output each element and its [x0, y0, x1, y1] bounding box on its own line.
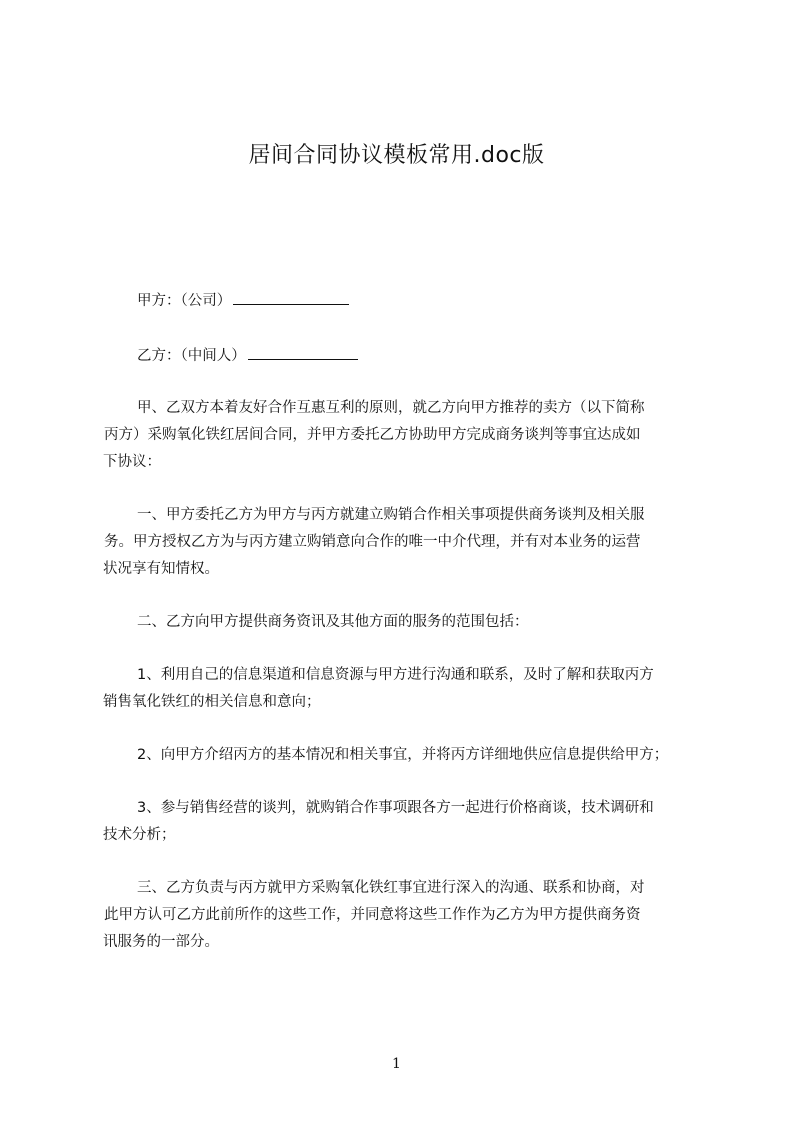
paragraph-line: 销售氧化铁红的相关信息和意向；	[103, 694, 321, 710]
paragraph-line: 2、向甲方介绍丙方的基本情况和相关事宜，并将丙方详细地供应信息提供给甲方；	[137, 747, 669, 763]
paragraph-line: 三、乙方负责与丙方就甲方采购氧化铁红事宜进行深入的沟通、联系和协商，对	[137, 880, 645, 896]
party-a-blank[interactable]	[233, 290, 349, 305]
paragraph-line: 3、参与销售经营的谈判，就购销合作事项跟各方一起进行价格商谈，技术调研和	[137, 800, 654, 816]
document-title: 居间合同协议模板常用.doc版	[248, 143, 545, 168]
page-number: 1	[392, 1056, 401, 1072]
paragraph-line: 讯服务的一部分。	[103, 934, 219, 950]
paragraph-line: 状况享有知情权。	[103, 561, 219, 577]
party-b-line	[137, 345, 358, 366]
paragraph-line: 1、利用自己的信息渠道和信息资源与甲方进行沟通和联系，及时了解和获取丙方	[137, 667, 654, 683]
party-a-line	[137, 290, 349, 311]
party-b-label: 乙方：（中间人）	[137, 348, 246, 364]
paragraph-line: 此甲方认可乙方此前所作的这些工作，并同意将这些工作作为乙方为甲方提供商务资	[104, 907, 641, 923]
paragraph-line: 务。甲方授权乙方为与丙方建立购销意向合作的唯一中介代理，并有对本业务的运营	[104, 534, 641, 550]
paragraph-line: 一、甲方委托乙方为甲方与丙方就建立购销合作相关事项提供商务谈判及相关服	[137, 507, 645, 523]
paragraph-line: 下协议：	[103, 454, 161, 470]
paragraph-line: 丙方）采购氧化铁红居间合同，并甲方委托乙方协助甲方完成商务谈判等事宜达成如	[104, 427, 641, 443]
paragraph-line: 二、乙方向甲方提供商务资讯及其他方面的服务的范围包括：	[137, 614, 529, 630]
paragraph-line: 技术分析；	[103, 827, 176, 843]
party-b-blank[interactable]	[248, 345, 358, 360]
paragraph-line: 甲、乙双方本着友好合作互惠互利的原则，就乙方向甲方推荐的卖方（以下简称	[137, 400, 645, 416]
party-a-label: 甲方：（公司）	[137, 293, 232, 309]
